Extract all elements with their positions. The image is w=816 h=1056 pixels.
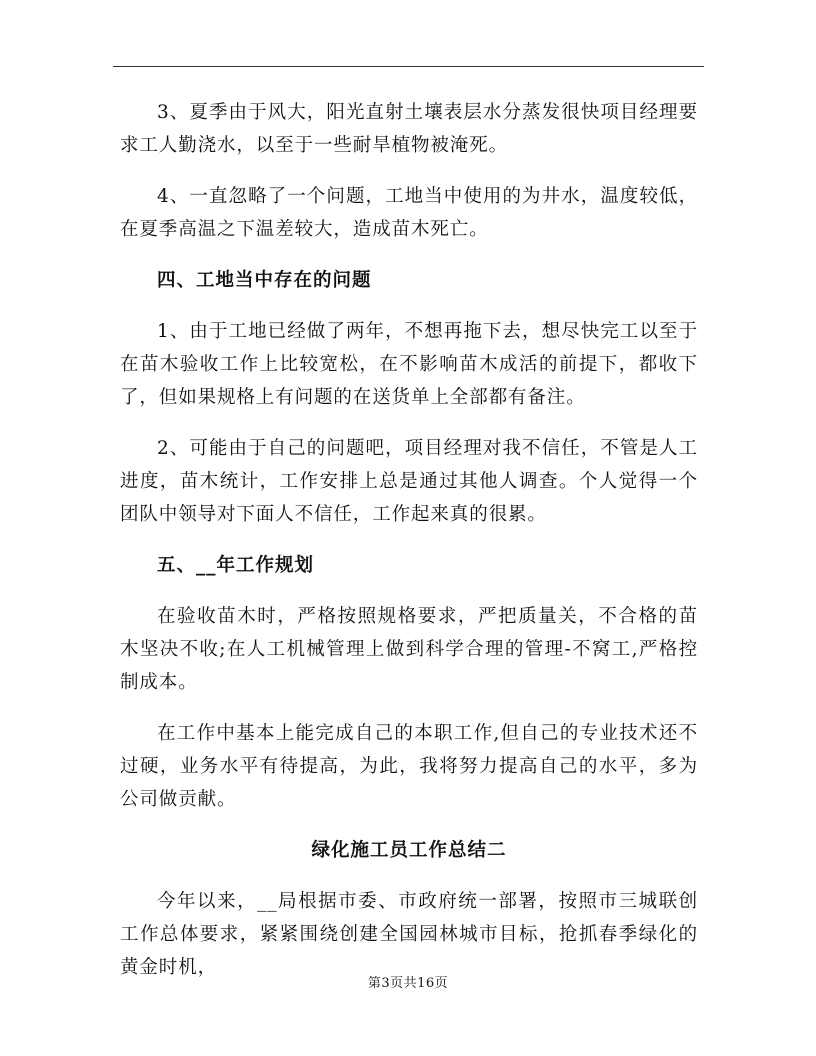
section4-paragraph-2: 2、可能由于自己的问题吧，项目经理对我不信任，不管是人工进度，苗木统计，工作安排上总是通过其他人调查。个人觉得一个团队中领导对下面人不信任，工作起来真的很累。	[120, 438, 698, 525]
page-number: 第3页共16页	[367, 976, 449, 991]
section5-paragraph-1: 在验收苗木时，严格按照规格要求，严把质量关，不合格的苗木坚决不收;在人工机械管理上做到科学合理的管理-不窝工,严格控制成本。	[120, 606, 698, 693]
document-body	[120, 96, 698, 984]
section5-paragraph-2: 在工作中基本上能完成自己的本职工作,但自己的专业技术还不过硬，业务水平有待提高，为此，我将努力提高自己的水平，多为公司做贡献。	[120, 723, 698, 810]
paragraph-3: 3、夏季由于风大，阳光直射土壤表层水分蒸发很快项目经理要求工人勤浇水，以至于一些耐旱植物被淹死。	[120, 102, 698, 156]
section-heading-4: 四、工地当中存在的问题	[157, 270, 372, 291]
section4-paragraph-1: 1、由于工地已经做了两年，不想再拖下去，想尽快完工以至于在苗木验收工作上比较宽松，在不影响苗木成活的前提下，都收下了，但如果规格上有问题的在送货单上全部都有备注。	[120, 321, 698, 408]
header-rule	[113, 66, 704, 67]
doc2-paragraph-1: 今年以来，__局根据市委、市政府统一部署，按照市三城联创工作总体要求，紧紧围绕创建全国园林城市目标，抢抓春季绿化的黄金时机，	[120, 891, 698, 978]
paragraph-4: 4、一直忽略了一个问题，工地当中使用的为井水，温度较低，在夏季高温之下温差较大，造成苗木死亡。	[120, 186, 698, 240]
document-title-2: 绿化施工员工作总结二	[311, 840, 507, 861]
section-heading-5: 五、__年工作规划	[157, 555, 315, 576]
